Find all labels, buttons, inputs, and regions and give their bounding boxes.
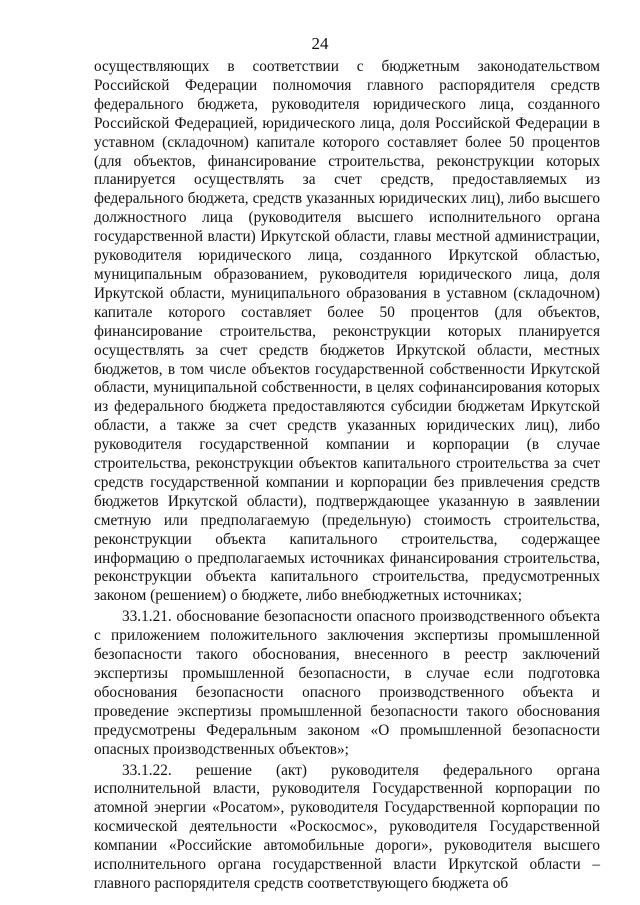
paragraph-continuation: осуществляющих в соответствии с бюджетным законодательством Российской Федерации полномочия главного распорядителя средств федерального бюджета, руководителя юридического лица, созданного Российской Федерацией, юридического лица, доля Российской Федерации в уставном (складочном) капитале которого составляет более 50 процентов (для объектов, финансирование строительства, реконструкции которых планируется осуществлять за счет средств, предоставляемых из федерального бюджета, средств указанных юридических лиц), либо высшего должностного лица (руководителя высшего исполнительного органа государственной власти) Иркутской области, главы местной администрации, руководителя юридического лица, созданного Иркутской областью, муниципальным образованием, руководителя юридического лица, доля Иркутской области, муниципального образования в уставном (складочном) капитале которого составляет более 50 процентов (для объектов, финансирование строительства, реконструкции которых планируется осуществлять за счет средств бюджетов Иркутской области, местных бюджетов, в том числе объектов государственной собственности Иркутской области, муниципальной собственности, в целях софинансирования которых из федерального бюджета предоставляются субсидии бюджетам Иркутской области, а также за счет средств указанных юридических лиц), либо руководителя государственной компании и корпорации (в случае строительства, реконструкции объектов капитального строительства за счет средств государственной компании и корпорации без привлечения средств бюджетов Иркутской области), подтверждающее указанную в заявлении сметную или предполагаемую (предельную) стоимость строительства, реконструкции объекта капитального строительства, содержащее информацию о предполагаемых источниках финансирования строительства, реконструкции объекта капитального строительства, предусмотренных законом (решением) о бюджете, либо внебюджетных источниках; <box>94 58 600 605</box>
document-body <box>94 58 600 894</box>
paragraph-33-1-22: 33.1.22. решение (акт) руководителя федерального органа исполнительной власти, руководителя Государственной корпорации по атомной энергии «Росатом», руководителя Государственной корпорации по космической деятельности «Роскосмос», руководителя Государственной компании «Российские автомобильные дороги», руководителя высшего исполнительного органа государственной власти Иркутской области – главного распорядителя средств соответствующего бюджета об <box>94 761 600 892</box>
page-number: 24 <box>311 34 329 53</box>
paragraph-33-1-21: 33.1.21. обоснование безопасности опасного производственного объекта с приложением положительного заключения экспертизы промышленной безопасности такого обоснования, внесенного в реестр заключений экспертизы промышленной безопасности, в случае если подготовка обоснования безопасности опасного производственного объекта и проведение экспертизы промышленной безопасности такого обоснования предусмотрены Федеральным законом «О промышленной безопасности опасных производственных объектов»; <box>94 608 600 758</box>
